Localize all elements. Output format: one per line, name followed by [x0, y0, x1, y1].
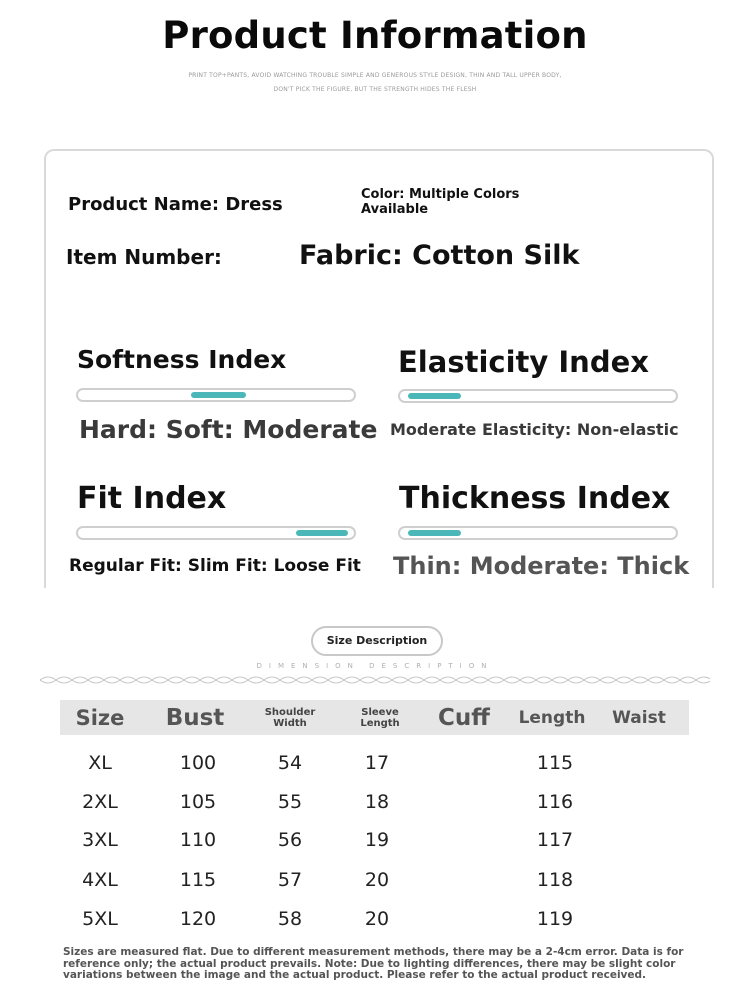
- header-size: Size: [75, 705, 125, 730]
- header-bust: Bust: [165, 704, 225, 731]
- table-cell: 115: [179, 869, 217, 891]
- elasticity-index-bar: [398, 389, 678, 403]
- table-cell: XL: [88, 752, 112, 774]
- header-length: Length: [518, 707, 586, 728]
- table-cell: 57: [277, 869, 303, 891]
- table-cell: 20: [364, 869, 390, 891]
- thickness-index-fill: [408, 530, 460, 536]
- softness-index-title: Softness Index: [77, 345, 287, 374]
- elasticity-index-fill: [408, 393, 460, 399]
- table-cell: 55: [277, 791, 303, 813]
- table-cell: 54: [277, 752, 303, 774]
- table-cell: 115: [536, 752, 574, 774]
- product-info-card: [44, 149, 714, 619]
- table-cell: 110: [179, 829, 217, 851]
- fit-index-fill: [296, 530, 348, 536]
- fit-index-title: Fit Index: [77, 481, 227, 516]
- item-number: Item Number:: [66, 245, 222, 269]
- product-name: Product Name: Dress: [68, 194, 283, 215]
- header-waist: Waist: [612, 707, 666, 728]
- table-cell: 116: [536, 791, 574, 813]
- dimension-description-label: DIMENSION DESCRIPTION: [256, 662, 494, 670]
- product-fabric: Fabric: Cotton Silk: [299, 240, 580, 271]
- table-cell: 56: [277, 829, 303, 851]
- header-shoulder-width: Shoulder Width: [264, 706, 316, 729]
- table-cell: 119: [536, 908, 574, 930]
- page-title: Product Information: [162, 14, 588, 57]
- table-cell: 19: [364, 829, 390, 851]
- size-description-pill: Size Description: [311, 626, 443, 656]
- table-cell: 117: [536, 829, 574, 851]
- table-cell: 105: [179, 791, 217, 813]
- fit-index-bar: [76, 526, 356, 540]
- softness-index-bar: [76, 388, 356, 402]
- subtitle-line-2: DON'T PICK THE FIGURE, BUT THE STRENGTH HIDES THE FLESH: [273, 86, 477, 93]
- table-cell: 5XL: [82, 908, 118, 930]
- thickness-index-scale: Thin: Moderate: Thick: [393, 552, 690, 580]
- softness-index-scale: Hard: Soft: Moderate: [79, 415, 378, 444]
- thickness-index-bar: [398, 526, 678, 540]
- table-cell: 20: [364, 908, 390, 930]
- elasticity-index-scale: Moderate Elasticity: Non-elastic: [390, 420, 679, 439]
- wave-divider: [40, 673, 710, 687]
- header-sleeve-length: Sleeve Length: [360, 706, 400, 729]
- elasticity-index-title: Elasticity Index: [398, 345, 649, 379]
- product-color: Color: Multiple Colors Available: [361, 187, 520, 217]
- subtitle-line-1: PRINT TOP+PANTS, AVOID WATCHING TROUBLE SIMPLE AND GENEROUS STYLE DESIGN, THIN AND TALL UPPER BODY,: [188, 72, 562, 79]
- table-cell: 18: [364, 791, 390, 813]
- softness-index-fill: [191, 392, 246, 398]
- table-cell: 2XL: [82, 791, 118, 813]
- table-cell: 58: [277, 908, 303, 930]
- fit-index-scale: Regular Fit: Slim Fit: Loose Fit: [69, 556, 361, 576]
- table-cell: 118: [536, 869, 574, 891]
- table-cell: 100: [179, 752, 217, 774]
- table-cell: 3XL: [82, 829, 118, 851]
- table-cell: 17: [364, 752, 390, 774]
- thickness-index-title: Thickness Index: [399, 481, 671, 516]
- table-cell: 4XL: [82, 869, 118, 891]
- header-cuff: Cuff: [438, 704, 490, 731]
- card-cutoff: [0, 588, 750, 628]
- measurement-note: Sizes are measured flat. Due to different measurement methods, there may be a 2-4cm error. Data is for reference only; the actual product prevails. Note: Due to lighting differences, there may be slight color variations between the image and the actual product. Please refer to the actual product received.: [63, 946, 684, 981]
- table-cell: 120: [179, 908, 217, 930]
